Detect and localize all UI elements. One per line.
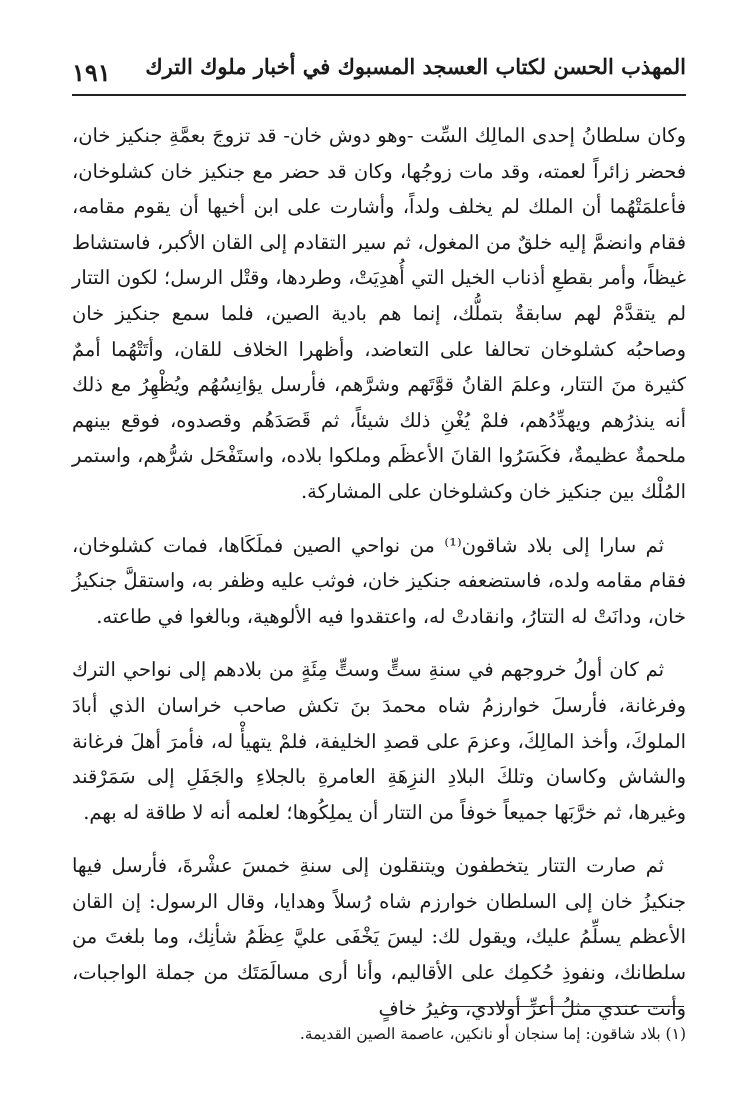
footnote: (١) بلاد شاقون: إما سنجان أو نانكين، عاصمة الصين القديمة. [299,1025,686,1043]
page-header [72,52,686,92]
main-text [72,118,686,1044]
header-divider [72,94,686,96]
page-number: ١٩١ [72,58,111,87]
running-head-title: المهذب الحسن لكتاب العسجد المسبوك في أخبار ملوك الترك [145,54,686,79]
paragraph-3: ثم كان أولُ خروجهم في سنةِ ستٍّ وستٍّ مِئَةٍ من بلادهم إلى نواحي الترك وفرغانة، فأرسلَ خوارزمُ شاه محمدَ بنَ تكش صاحب خراسان الذي أبادَ الملوكَ، وأخذ المالِكَ، وعزمَ على قصدِ الخليفة، فلمْ يتهيأْ له، فأمرَ أهلَ فرغانة والشاش وكاسان وتلكَ البلادِ النزِهَةِ العامرةِ بالجلاءِ والجَفَلِ إلى سَمَرْقند وغيرها، ثم خرَّبَها جميعاً خوفاً من التتار أن يملِكُوها؛ لعلمه أنه لا طاقة له بهم. [72,658,686,824]
footnote-divider [444,1006,684,1007]
paragraph-4: ثم صارت التتار يتخطفون ويتنقلون إلى سنةِ خمسَ عشْرةَ، فأرسل فيها جنكيزُ خان إلى السلطان خوارزم شاه رُسلاً وهدايا، وقال الرسول: إن القان الأعظم يسلِّمُ عليك، ويقول لك: ليسَ يَخْفَى عليَّ عِظَمُ شأنِك، وما بلغتَ من سلطانك، ونفوذِ حُكمِك على الأقاليم، وأنا أرى مسالَمَتَك من جملة الواجبات، وأنت عندي مثلُ أعزِّ أولادي، وغيرُ خافٍ [72,854,686,1020]
paragraph-2: ثم سارا إلى بلاد شاقون⁽¹⁾ من نواحي الصين فملَكَاها، فمات كشلوخان، فقام مقامه ولده، فاستضعفه جنكيز خان، فوثب عليه وظفر به، واستقلَّ جنكيزُ خان، ودانَتْ له التتارُ، وانقادتْ له، واعتقدوا فيه الألوهية، وبالغوا في طاعته. [72,533,686,628]
paragraph-1: وكان سلطانُ إحدى المالِك السِّت -وهو دوش خان- قد تزوجَ بعمَّةِ جنكيز خان، فحضر زائراً لعمته، وقد مات زوجُها، وكان قد حضر مع جنكيز خان كشلوخان، فأعلمَتْهُما أن الملك لم يخلف ولداً، وأشارت على ابن أخيها أن يقوم مقامه، فقام وانضمَّ إليه خلقٌ من المغول، ثم سير التقادم إلى القان الأكبر، فاستشاط غيظاً، وأمر بقطعِ أذناب الخيل التي أُهدِيَتْ، وطردها، وقتْل الرسل؛ لكون التتار لم يتقدَّمْ لهم سابقةٌ بتملُّك، إنما هم بادية الصين، فلما سمع جنكيز خان وصاحبُه كشلوخان تحالفا على التعاضد، وأظهرا الخلاف للقان، وأتَتْهُما أممٌ كثيرة منَ التتار، وعلمَ القانُ قوَّتَهم وشرَّهم، فأرسل يؤانِسُهُم ويُظْهِرُ مع ذلك أنه ينذرُهم ويهدِّدُهم، فلمْ يُغْنِ ذلك شيئاً، ثم قَصَدَهُم وقصدوه، فوقع بينهم ملحمةٌ عظيمةٌ، فكَسَرُوا القانَ الأعظَم وملكوا بلاده، واستَفْحَل شرُّهم، واستمر المُلْك بين جنكيز خان وكشلوخان على المشاركة. [72,124,686,503]
